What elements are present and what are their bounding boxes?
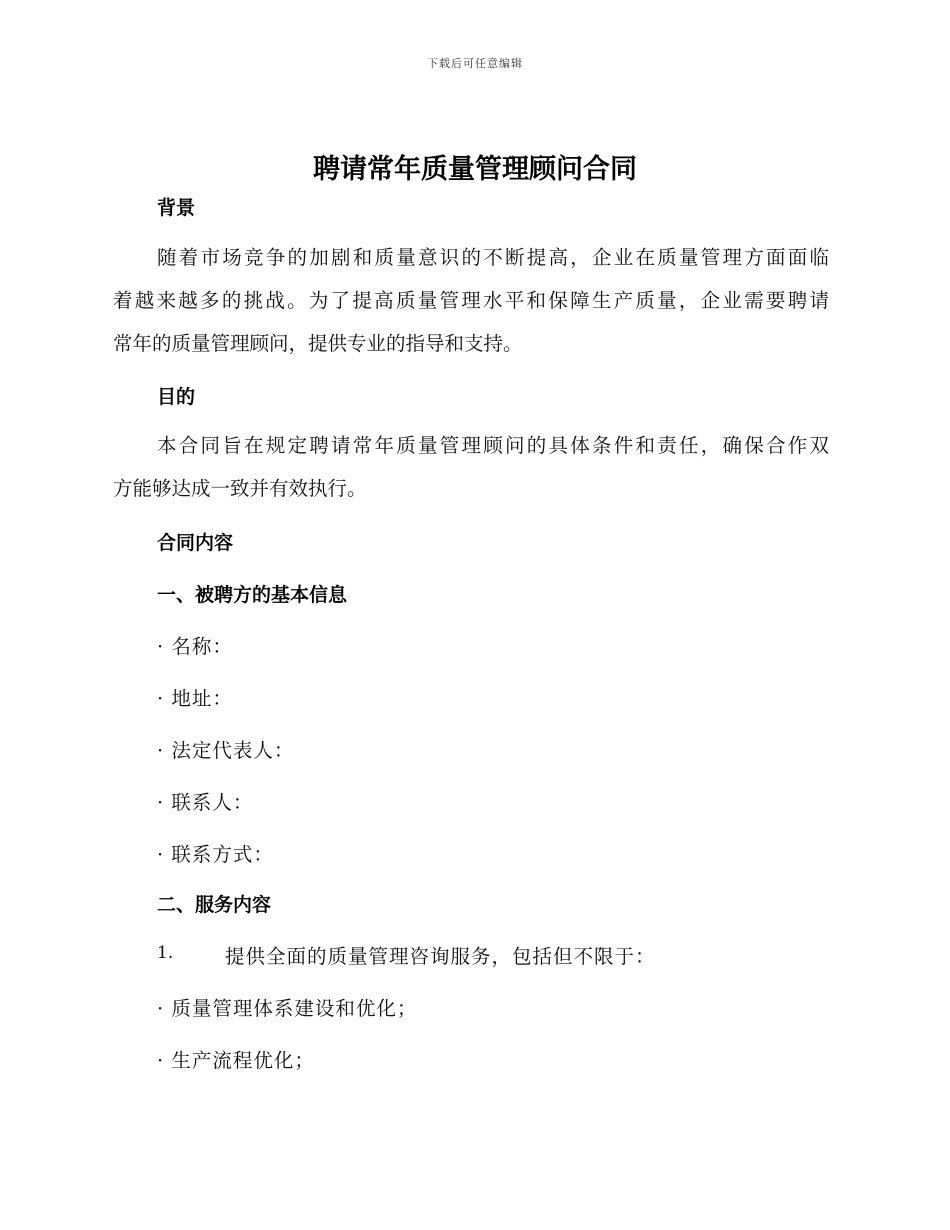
paragraph-line: 方能够达成一致并有效执行。: [113, 477, 367, 500]
heading-background: 背景: [157, 197, 196, 219]
paragraph-purpose: [113, 424, 829, 510]
list-item: · 地址：: [157, 687, 233, 710]
heading-service: 二、服务内容: [157, 894, 272, 916]
list-number: 1.: [157, 943, 174, 963]
list-item: · 质量管理体系建设和优化；: [157, 997, 418, 1020]
list-item: · 法定代表人：: [157, 739, 295, 762]
list-item: · 联系人：: [157, 791, 254, 814]
paragraph-line: 常年的质量管理顾问，提供专业的指导和支持。: [113, 332, 523, 355]
list-item: · 生产流程优化；: [157, 1049, 315, 1072]
list-item: · 联系方式：: [157, 843, 274, 866]
paragraph-line: 本合同旨在规定聘请常年质量管理顾问的具体条件和责任，确保合作双: [157, 434, 829, 457]
paragraph-background: [113, 236, 829, 365]
list-item: · 名称：: [157, 635, 233, 658]
page-header: 下载后可任意编辑: [427, 57, 523, 70]
heading-contents: 合同内容: [157, 532, 234, 554]
heading-purpose: 目的: [157, 386, 196, 408]
numbered-item-text: 提供全面的质量管理咨询服务，包括但不限于：: [225, 945, 656, 968]
paragraph-line: 随着市场竞争的加剧和质量意识的不断提高，企业在质量管理方面面临: [157, 246, 829, 269]
document-title: 聘请常年质量管理顾问合同: [313, 154, 637, 185]
heading-basic-info: 一、被聘方的基本信息: [157, 584, 348, 606]
paragraph-line: 着越来越多的挑战。为了提高质量管理水平和保障生产质量，企业需要聘请: [113, 289, 829, 312]
